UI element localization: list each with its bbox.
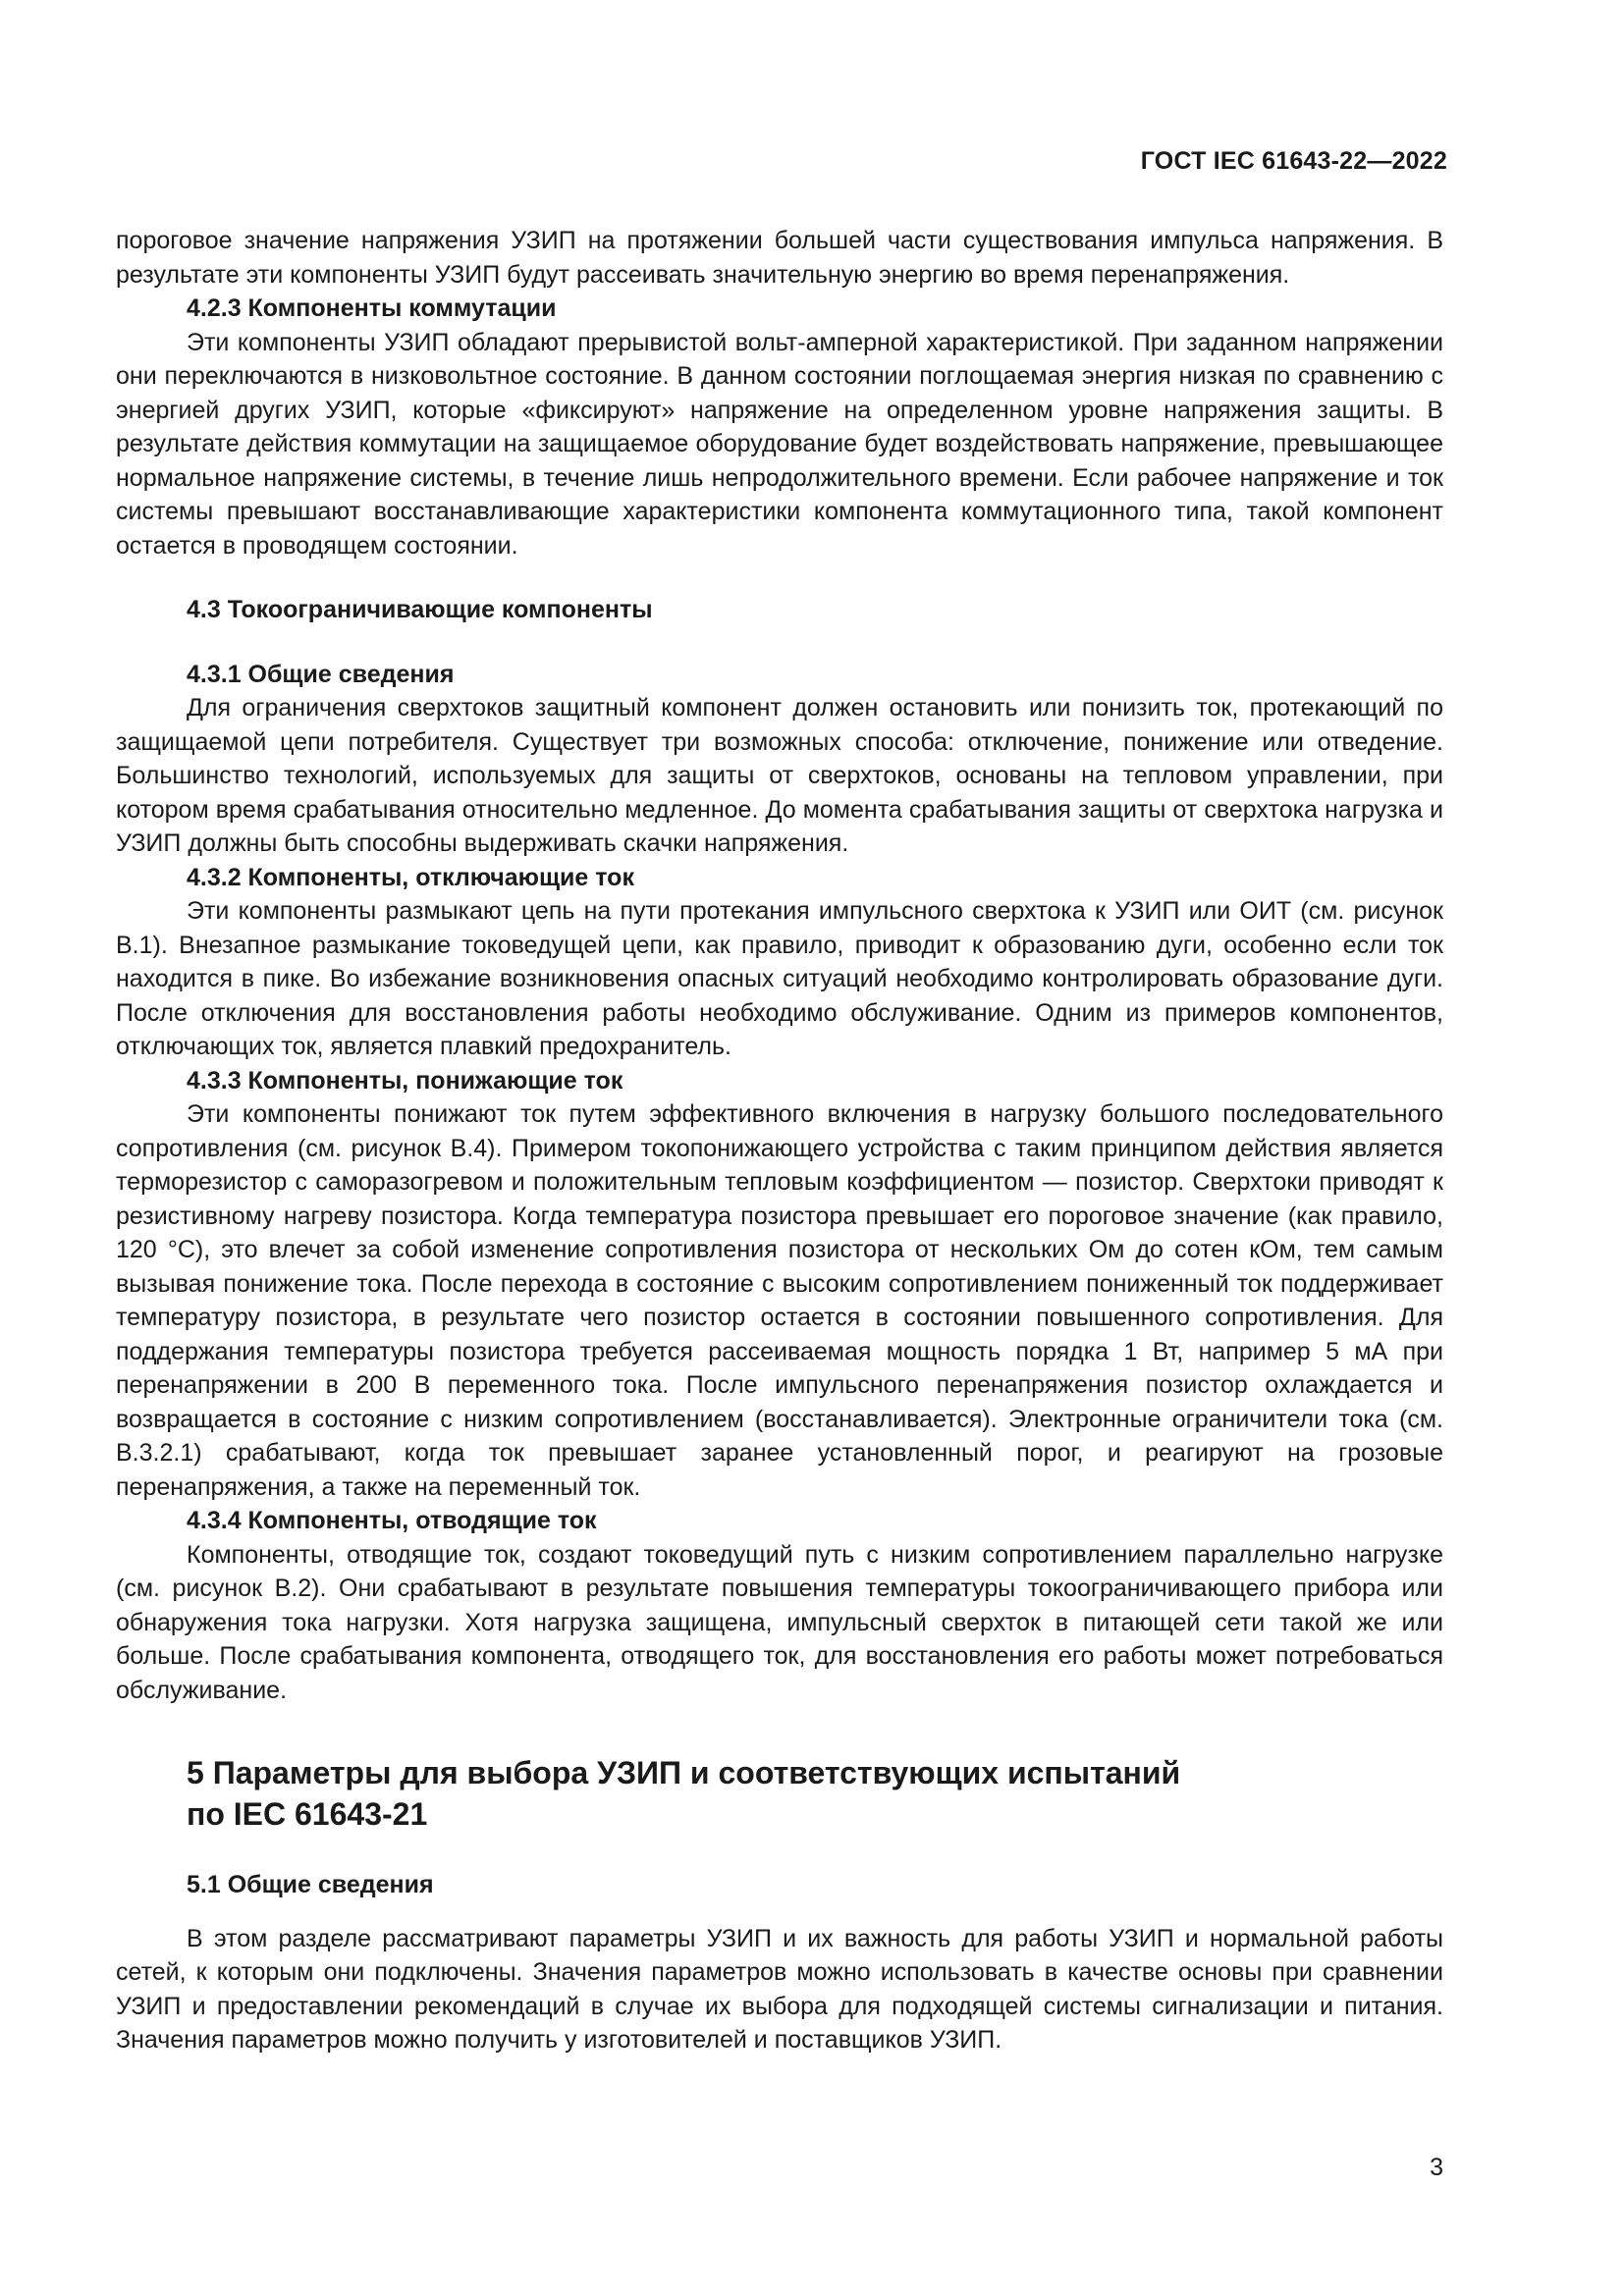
heading-4-3-2: 4.3.2 Компоненты, отключающие ток (187, 863, 634, 891)
heading-4-3: 4.3 Токоограничивающие компоненты (187, 596, 653, 623)
paragraph-4-3-3: Эти компоненты понижают ток путем эффективного включения в нагрузку большого последовательного сопротивления (см. рисунок В.4). Примером токопонижающего устройства с таким принципом действия является терморезистор с саморазогревом и положительным тепловым коэффициентом — позистор. Сверхтоки приводят к резистивному нагреву позистора. Когда температура позистора превышает его пороговое значение (как правило, 120 °С), это влечет за собой изменение сопротивления позистора от нескольких Ом до сотен кОм, тем самым вызывая понижение тока. После перехода в состояние с высоким сопротивлением пониженный ток поддерживает температуру позистора, в результате чего позистор остается в состоянии повышенного сопротивления. Для поддержания температуры позистора требуется рассеиваемая мощность порядка 1 Вт, например 5 мА при перенапряжении в 200 В переменного тока. После импульсного перенапряжения позистор охлаждается и возвращается в состояние с низким сопротивлением (восстанавливается). Электронные ограничители тока (см. В.3.2.1) срабатывают, когда ток превышает заранее установленный порог, и реагируют на грозовые перенапряжения, а также на переменный ток. (116, 1100, 1443, 1501)
document-id-header: ГОСТ IEC 61643-22—2022 (1140, 147, 1447, 175)
heading-4-3-4: 4.3.4 Компоненты, отводящие ток (187, 1507, 597, 1534)
paragraph-4-3-1: Для ограничения сверхтоков защитный компонент должен остановить или понизить ток, протекающий по защищаемой цепи потребителя. Существует три возможных способа: отключение, понижение или отведение. Большинство технологий, используемых для защиты от сверхтоков, основаны на тепловом управлении, при котором время срабатывания относительно медленное. До момента срабатывания защиты от сверхтока нагрузка и УЗИП должны быть способны выдерживать скачки напряжения. (116, 694, 1443, 857)
paragraph-4-3-2: Эти компоненты размыкают цепь на пути протекания импульсного сверхтока к УЗИП или ОИТ (см. рисунок В.1). Внезапное размыкание токоведущей цепи, как правило, приводит к образованию дуги, особенно если ток находится в пике. Во избежание возникновения опасных ситуаций необходимо контролировать образование дуги. После отключения для восстановления работы необходимо обслуживание. Одним из примеров компонентов, отключающих ток, является плавкий предохранитель. (116, 897, 1443, 1060)
page-content (116, 224, 1443, 2057)
paragraph-intro: пороговое значение напряжения УЗИП на протяжении большей части существования импульса напряжения. В результате эти компоненты УЗИП будут рассеивать значительную энергию во время перенапряжения. (116, 227, 1443, 289)
paragraph-4-3-4: Компоненты, отводящие ток, создают токоведущий путь с низким сопротивлением параллельно нагрузке (см. рисунок В.2). Они срабатывают в результате повышения температуры токоограничивающего прибора или обнаружения тока нагрузки. Хотя нагрузка защищена, импульсный сверхток в питающей сети такой же или больше. После срабатывания компонента, отводящего ток, для восстановления его работы может потребоваться обслуживание. (116, 1540, 1443, 1704)
page-number: 3 (1430, 2154, 1443, 2181)
heading-4-2-3: 4.2.3 Компоненты коммутации (187, 294, 557, 322)
paragraph-5-1: В этом разделе рассматривают параметры УЗИП и их важность для работы УЗИП и нормальной работы сетей, к которым они подключены. Значения параметров можно использовать в качестве основы при сравнении УЗИП и предоставлении рекомендаций в случае их выбора для подходящей системы сигнализации и питания. Значения параметров можно получить у изготовителей и поставщиков УЗИП. (116, 1924, 1443, 2054)
heading-4-3-3: 4.3.3 Компоненты, понижающие ток (187, 1066, 623, 1095)
heading-5-1: 5.1 Общие сведения (187, 1871, 434, 1898)
section-5-title (116, 1752, 1443, 1835)
heading-4-3-1: 4.3.1 Общие сведения (187, 660, 455, 688)
paragraph-4-2-3: Эти компоненты УЗИП обладают прерывистой вольт-амперной характеристикой. При заданном напряжении они переключаются в низковольтное состояние. В данном состоянии поглощаемая энергия низкая по сравнению с энергией других УЗИП, которые «фиксируют» напряжение на определенном уровне напряжения защиты. В результате действия коммутации на защищаемое оборудование будет воздействовать напряжение, превышающее нормальное напряжение системы, в течение лишь непродолжительного времени. Если рабочее напряжение и ток системы превышают восстанавливающие характеристики компонента коммутационного типа, такой компонент остается в проводящем состоянии. (116, 328, 1443, 560)
heading-5-line-2: по IEC 61643-21 (187, 1796, 428, 1832)
heading-5-line-1: 5 Параметры для выбора УЗИП и соответствующих испытаний (187, 1755, 1181, 1790)
